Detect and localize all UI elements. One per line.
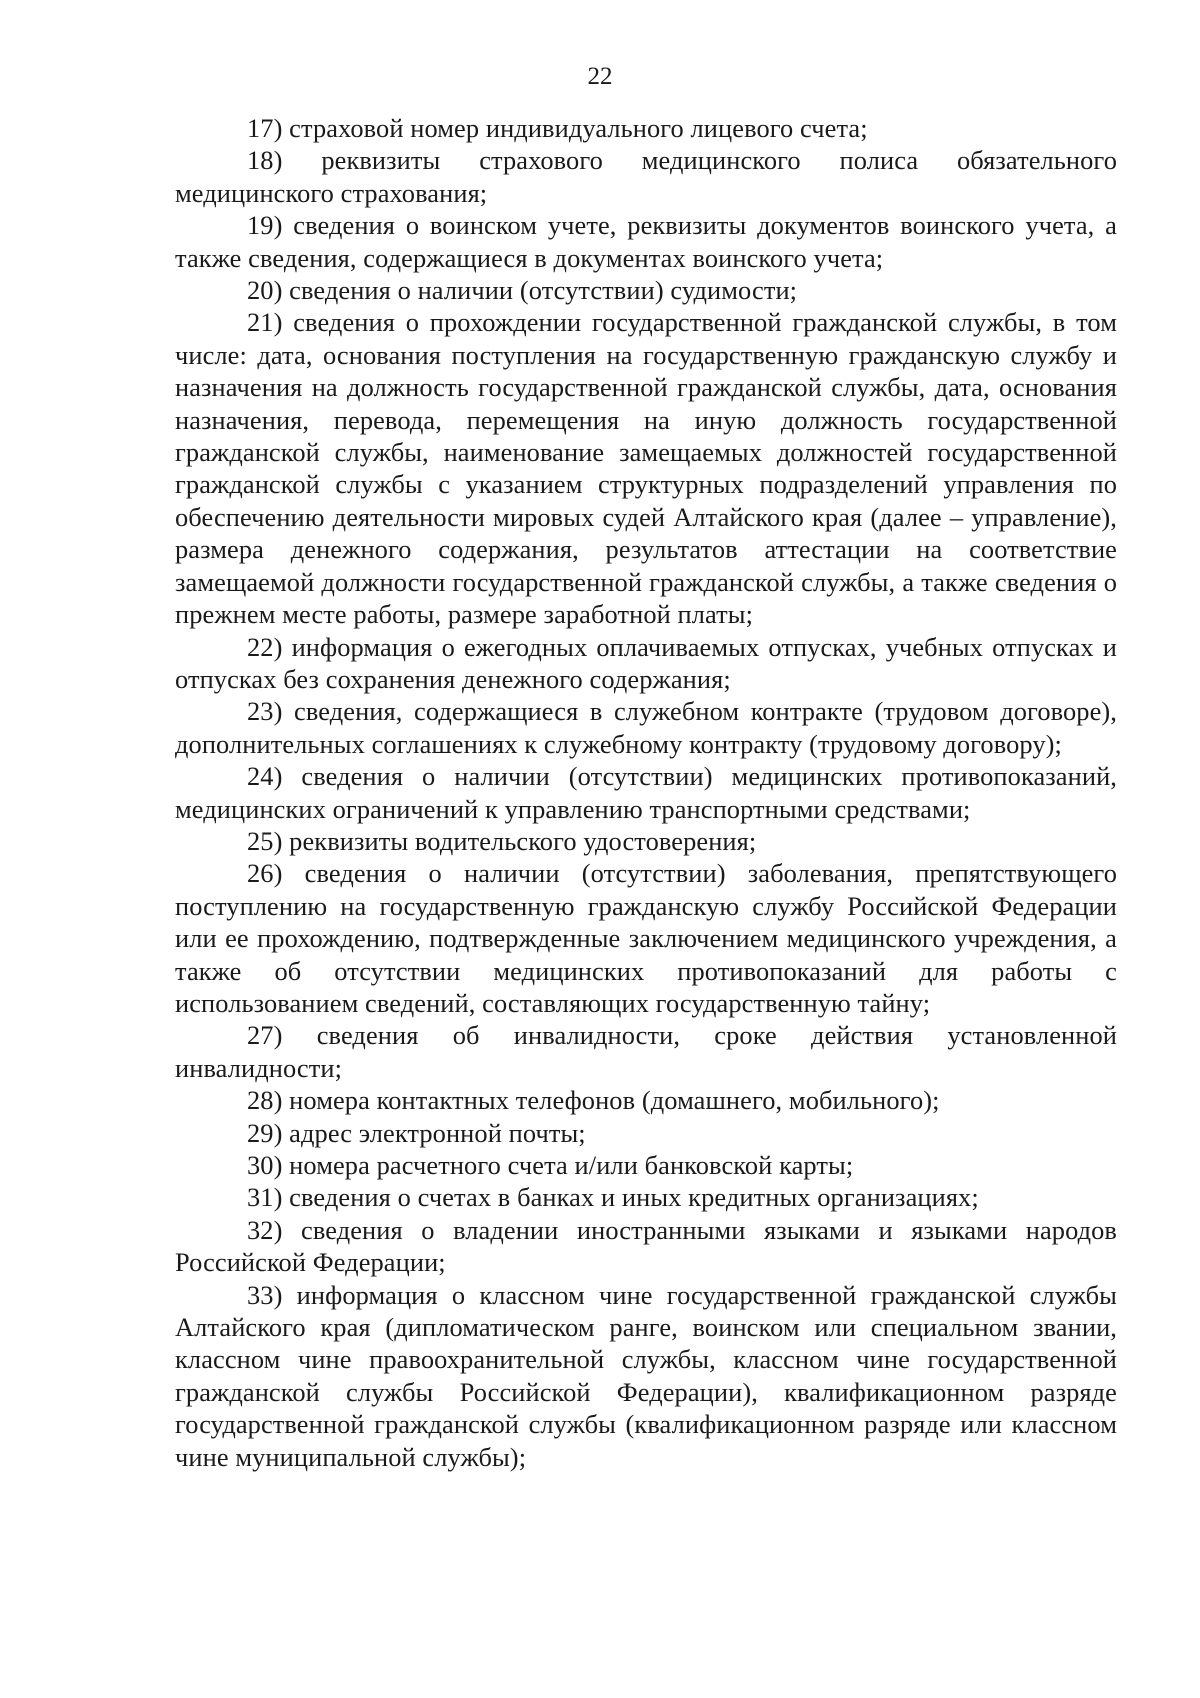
list-item-23: 23) сведения, содержащиеся в служебном контракте (трудовом договоре), дополнительных соглашениях к служебному контракту (трудовому договору);: [175, 696, 1117, 759]
list-item-18: 18) реквизиты страхового медицинского полиса обязательного медицинского страхования;: [175, 145, 1117, 208]
list-item-25: 25) реквизиты водительского удостоверения;: [247, 825, 757, 856]
list-item-32: 32) сведения о владении иностранными языками и языками народов Российской Федерации;: [175, 1214, 1117, 1278]
list-item-33: 33) информация о классном чине государственной гражданской службы Алтайского края (дипломатическом ранге, воинском или специальном звании, классном чине правоохранительной службы, классном чине государственной гражданской службы Российской Федерации), квалификационном разряде государственной гражданской службы (квалификационном разряде или классном чине муниципальной службы);: [175, 1279, 1117, 1472]
list-item-27: 27) сведения об инвалидности, сроке действия установленной инвалидности;: [175, 1020, 1117, 1083]
list-item-17: 17) страховой номер индивидуального лицевого счета;: [247, 113, 868, 143]
list-item-28: 28) номера контактных телефонов (домашнего, мобильного);: [247, 1085, 940, 1116]
list-item-30: 30) номера расчетного счета и/или банковской карты;: [247, 1150, 854, 1180]
list-item-22: 22) информация о ежегодных оплачиваемых отпусках, учебных отпусках и отпусках без сохранения денежного содержания;: [175, 631, 1117, 694]
document-body: [175, 112, 1117, 1473]
list-item-21: 21) сведения о прохождении государственной гражданской службы, в том числе: дата, основания поступления на государственную гражданскую службу и назначения на должность государственной гражданской службы, дата, основания назначения, перевода, перемещения на иную должность государственной гражданской службы, наименование замещаемых должностей государственной гражданской службы с указанием структурных подразделений управления по обеспечению деятельности мировых судей Алтайского края (далее – управление), размера денежного содержания, результатов аттестации на соответствие замещаемой должности государственной гражданской службы, а также сведения о прежнем месте работы, размере заработной платы;: [175, 307, 1117, 630]
list-item-24: 24) сведения о наличии (отсутствии) медицинских противопоказаний, медицинских ограничений к управлению транспортными средствами;: [175, 761, 1117, 824]
list-item-19: 19) сведения о воинском учете, реквизиты документов воинского учета, а также сведения, содержащиеся в документах воинского учета;: [175, 210, 1117, 273]
list-item-26: 26) сведения о наличии (отсутствии) заболевания, препятствующего поступлению на государственную гражданскую службу Российской Федерации или ее прохождению, подтвержденные заключением медицинского учреждения, а также об отсутствии медицинских противопоказаний для работы с использованием сведений, составляющих государственную тайну;: [175, 858, 1117, 1018]
list-item-31: 31) сведения о счетах в банках и иных кредитных организациях;: [247, 1182, 979, 1213]
page-number: 22: [587, 63, 613, 90]
list-item-29: 29) адрес электронной почты;: [247, 1117, 586, 1148]
list-item-20: 20) сведения о наличии (отсутствии) судимости;: [247, 275, 798, 306]
